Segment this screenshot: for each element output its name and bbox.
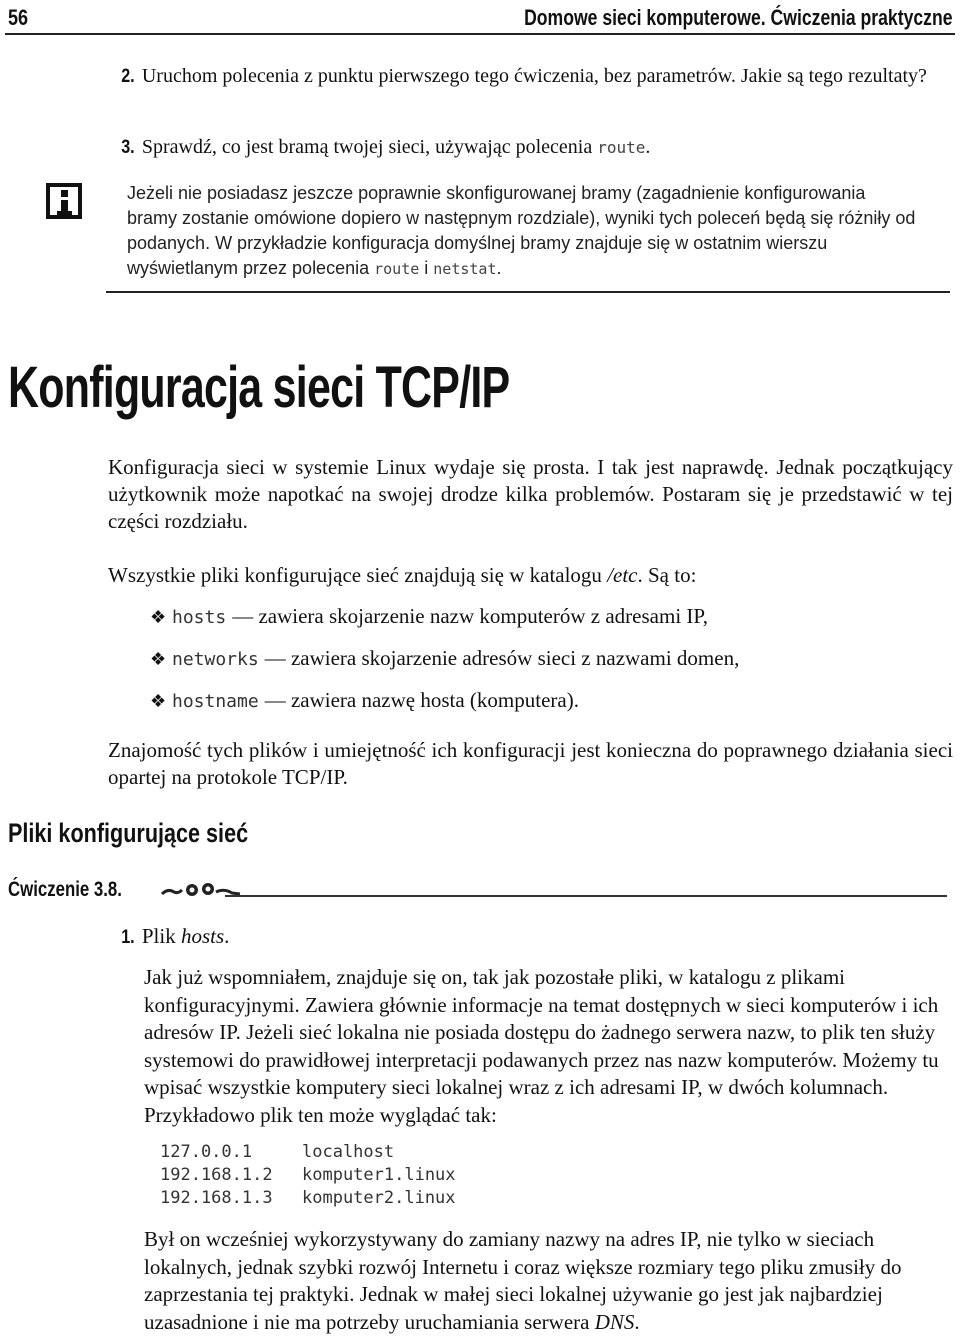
- code-hosts: hosts: [172, 607, 227, 628]
- hosts-italic: hosts: [180, 924, 225, 948]
- table-row: [160, 1164, 456, 1187]
- hosts-description: Jak już wspomniałem, znajduje się on, tak jak pozostałe pliki, w katalogu z plikami konfiguracyjnymi. Zawiera głównie informacje na temat dostępnych w sieci komputerów i ich adresów IP. Jeżeli sieć lokalna nie posiada dostępu do żadnego serwera nazw, to plik ten służy systemowi do prawidłowej interpretacji podawanych przez nas nazw komputerów. Możemy tu wpisać wszystkie komputery sieci lokalnej wraz z ich adresami IP, w dwóch kolumnach. Przykładowo plik ten może wyglądać tak:: [144, 965, 939, 1127]
- files-intro-end: . Są to:: [637, 563, 697, 587]
- step-2: [120, 63, 940, 90]
- code-networks: networks: [172, 649, 259, 670]
- note-rule: [106, 291, 950, 293]
- code-hostname: hostname: [172, 691, 259, 712]
- host-name: localhost: [302, 1142, 395, 1162]
- note-end: .: [496, 258, 502, 278]
- host-ip: 192.168.1.3: [160, 1188, 273, 1208]
- code-route: route: [374, 260, 420, 278]
- exercise-step-1: [120, 923, 229, 951]
- section-title: Konfiguracja sieci TCP/IP: [8, 355, 510, 420]
- code-netstat: netstat: [433, 260, 497, 278]
- diamond-bullet-icon: ❖: [150, 649, 167, 669]
- step-text: Plik: [141, 924, 181, 948]
- step-text-end: .: [645, 136, 651, 158]
- step-end: .: [224, 924, 230, 948]
- step-number: 3.: [121, 137, 135, 158]
- step-3: [120, 134, 940, 161]
- bullet-text: — zawiera nazwę hosta (komputera).: [264, 688, 579, 712]
- host-name: komputer1.linux: [302, 1165, 456, 1185]
- step-text: Uruchom polecenia z punktu pierwszego tego ćwiczenia, bez parametrów. Jakie są tego rezultaty?: [141, 65, 927, 87]
- history-text: Był on wcześniej wykorzystywany do zamiany nazwy na adres IP, nie tylko w sieciach lokalnych, jednak szybki rozwój Internetu i coraz większe rozmiary tego pliku zmusiły do zaprzestania tej praktyki. Jednak w małej sieci lokalnej używanie go jest jak najbardziej uzasadnione i nie ma potrzeby uruchamiania serwera: [144, 1227, 902, 1334]
- info-icon: [46, 183, 82, 219]
- exercise-rule: [225, 895, 947, 897]
- exercise-ornament-icon: [160, 880, 242, 900]
- step-number: 1.: [121, 927, 135, 948]
- bullet-text: — zawiera skojarzenie adresów sieci z nazwami domen,: [264, 646, 740, 670]
- step-text: Sprawdź, co jest bramą twojej sieci, używając polecenia: [141, 136, 598, 158]
- files-intro: [108, 562, 953, 589]
- diamond-bullet-icon: ❖: [150, 607, 167, 627]
- host-name: komputer2.linux: [302, 1188, 456, 1208]
- hosts-history: [144, 1226, 952, 1336]
- running-title: Domowe sieci komputerowe. Ćwiczenia praktyczne: [523, 5, 952, 30]
- subsection-title: Pliki konfigurujące sieć: [8, 818, 249, 848]
- step-number: 2.: [121, 66, 135, 87]
- dns-italic: DNS: [594, 1309, 635, 1334]
- section-conclusion: Znajomość tych plików i umiejętność ich konfiguracji jest konieczna do poprawnego działania sieci opartej na protokole TCP/IP.: [108, 738, 953, 789]
- bullet-text: — zawiera skojarzenie nazw komputerów z adresami IP,: [232, 604, 708, 628]
- list-item: [150, 687, 579, 715]
- host-ip: 127.0.0.1: [160, 1142, 253, 1162]
- host-ip: 192.168.1.2: [160, 1165, 273, 1185]
- table-row: [160, 1141, 456, 1164]
- etc-dir: /etc: [607, 563, 638, 587]
- section-intro: Konfiguracja sieci w systemie Linux wydaje się prosta. I tak jest naprawdę. Jednak początkujący użytkownik może napotkać na swojej drodze kilka problemów. Postaram się je przedstawić w tej części rozdziału.: [108, 455, 953, 533]
- list-item: [150, 603, 708, 631]
- hosts-file-listing: [160, 1141, 456, 1210]
- page-number: 56: [8, 5, 29, 30]
- note-text: Jeżeli nie posiadasz jeszcze poprawnie skonfigurowanej bramy (zagadnienie konfigurowania bramy zostanie omówione dopiero w następnym rozdziale), wyniki tych poleceń będą się różniły od podanych. W przykładzie konfiguracja domyślnej bramy znajduje się w ostatnim wierszu wyświetlanym przez polecenia: [127, 183, 916, 278]
- table-row: [160, 1187, 456, 1210]
- diamond-bullet-icon: ❖: [150, 691, 167, 711]
- header-rule: [5, 33, 955, 35]
- note-conj: i: [419, 258, 434, 278]
- history-end: .: [634, 1309, 640, 1334]
- files-intro-text: Wszystkie pliki konfigurujące sieć znajdują się w katalogu: [108, 563, 608, 587]
- exercise-label: Ćwiczenie 3.8.: [8, 878, 122, 901]
- info-note: [127, 181, 917, 282]
- code-route: route: [597, 138, 646, 157]
- list-item: [150, 645, 739, 673]
